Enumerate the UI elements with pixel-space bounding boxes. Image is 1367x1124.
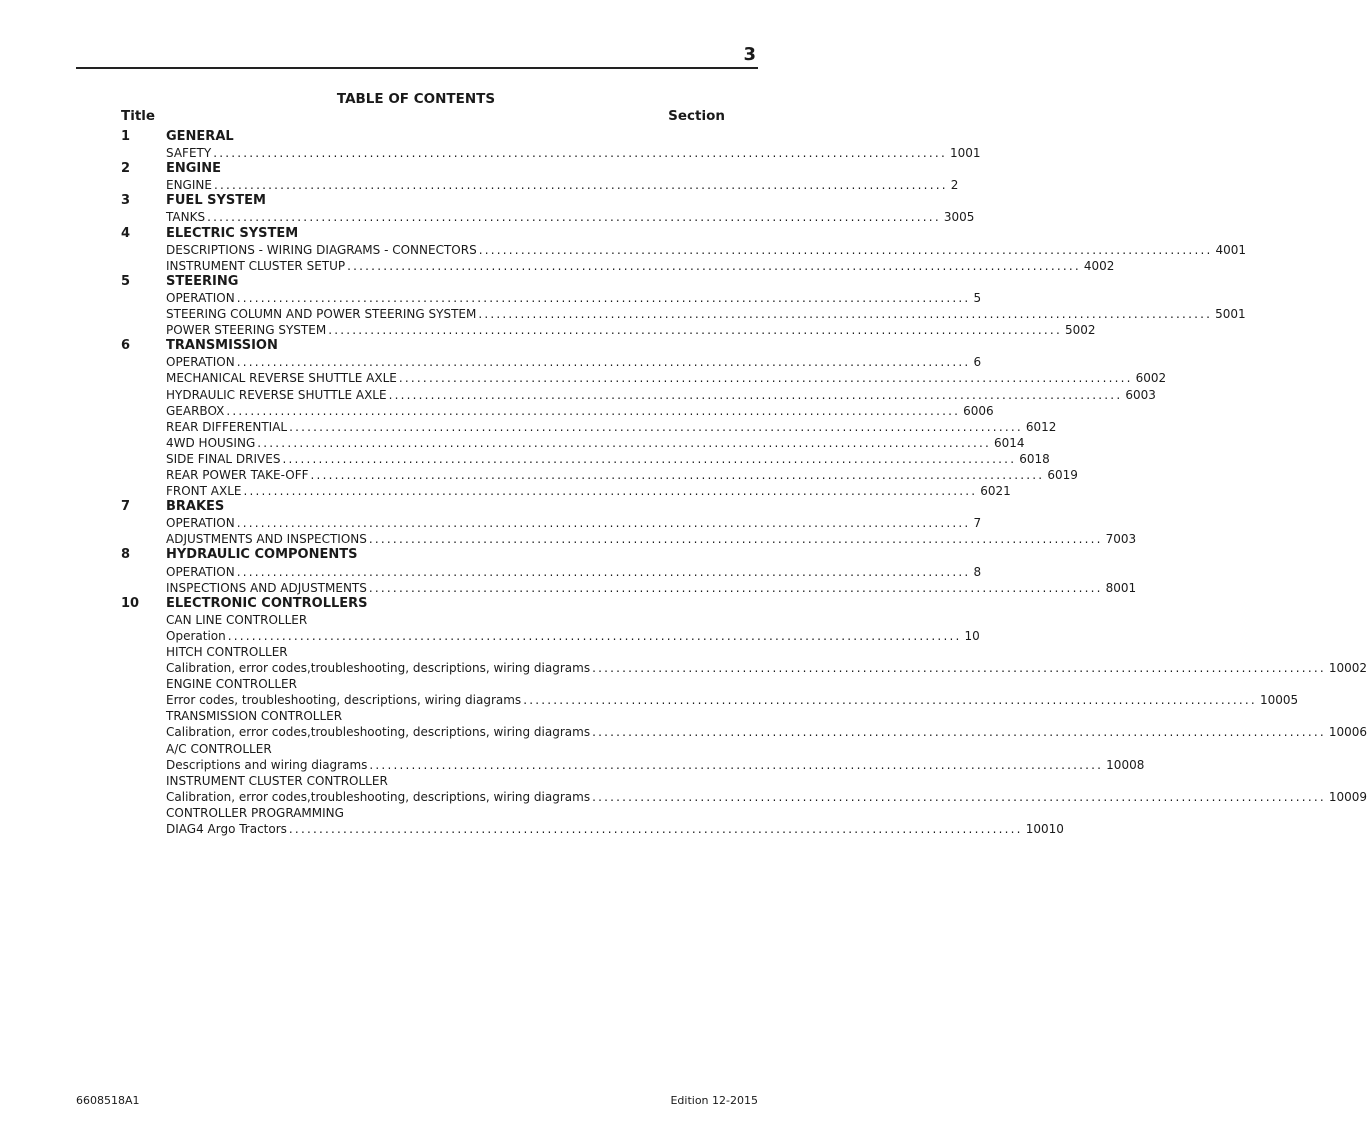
dot-leader: .......................................................................................................................... xyxy=(398,371,1133,386)
toc-chapter-row xyxy=(0,274,794,290)
toc-title: TABLE OF CONTENTS xyxy=(336,91,496,107)
entry-label: Calibration, error codes,troubleshooting, descriptions, wiring diagrams xyxy=(166,661,591,676)
entry-section-number: 10006 xyxy=(1328,725,1367,740)
toc-entry[interactable] xyxy=(166,660,1367,676)
entry-label: REAR POWER TAKE-OFF xyxy=(166,467,309,482)
toc-entry-row xyxy=(0,258,1115,274)
entry-section-number: 10002 xyxy=(1328,661,1367,676)
entry-label: Descriptions and wiring diagrams xyxy=(166,757,368,772)
entry-section-number: 6019 xyxy=(1047,467,1078,482)
dot-leader: .......................................................................................................................... xyxy=(282,451,1017,466)
dot-leader: .......................................................................................................................... xyxy=(243,484,978,499)
footer-doc-number: 6608518A1 xyxy=(76,1094,140,1107)
toc-entry[interactable] xyxy=(166,724,1367,740)
entry-section-number: 6002 xyxy=(1135,371,1167,386)
entry-section-number: 6012 xyxy=(1025,419,1057,434)
entry-section-number: 6003 xyxy=(1125,387,1156,402)
dot-leader: .......................................................................................................................... xyxy=(236,516,971,531)
toc-entry[interactable] xyxy=(166,177,959,193)
dot-leader: .......................................................................................................................... xyxy=(592,661,1326,676)
entry-section-number: 4002 xyxy=(1083,258,1115,273)
dot-leader: .......................................................................................................................... xyxy=(236,290,971,305)
entry-label: INSTRUMENT CLUSTER SETUP xyxy=(166,258,346,273)
toc-chapter-row xyxy=(0,499,794,515)
toc-chapter-row xyxy=(0,596,794,612)
entry-label: INSPECTIONS AND ADJUSTMENTS xyxy=(166,580,367,595)
chapter-title: BRAKES xyxy=(166,499,225,515)
chapter-title: ELECTRIC SYSTEM xyxy=(166,225,299,241)
entry-label: Calibration, error codes,troubleshooting, descriptions, wiring diagrams xyxy=(166,725,591,740)
toc-chapter-row xyxy=(0,193,794,209)
toc-entry[interactable] xyxy=(166,692,1299,708)
toc-entry[interactable] xyxy=(166,242,1247,258)
toc-subheading-row xyxy=(0,805,794,821)
toc-entry[interactable] xyxy=(166,290,982,306)
subheading-label: CAN LINE CONTROLLER xyxy=(166,612,308,627)
entry-section-number: 2 xyxy=(950,178,959,193)
chapter-title: FUEL SYSTEM xyxy=(166,193,266,209)
entry-label: HYDRAULIC REVERSE SHUTTLE AXLE xyxy=(166,387,387,402)
toc-entry[interactable] xyxy=(166,531,1137,547)
dot-leader: .......................................................................................................................... xyxy=(213,146,947,161)
dot-leader: .......................................................................................................................... xyxy=(288,822,1023,837)
entry-label: Error codes, troubleshooting, descriptions, wiring diagrams xyxy=(166,693,522,708)
toc-entry[interactable] xyxy=(166,451,1050,467)
toc-entry-row xyxy=(0,692,1299,708)
dot-leader: .......................................................................................................................... xyxy=(213,178,948,193)
toc-entry[interactable] xyxy=(166,403,994,419)
chapter-number: 2 xyxy=(121,161,131,177)
toc-entry-row xyxy=(0,580,1137,596)
entry-section-number: 10008 xyxy=(1106,757,1145,772)
toc-subheading-row xyxy=(0,676,794,692)
dot-leader: .......................................................................................................................... xyxy=(310,467,1045,482)
entry-section-number: 1001 xyxy=(949,146,981,161)
dot-leader: .......................................................................................................................... xyxy=(257,435,992,450)
footer-edition: Edition 12-2015 xyxy=(670,1094,758,1107)
dot-leader: .......................................................................................................................... xyxy=(369,757,1104,772)
subheading-label: INSTRUMENT CLUSTER CONTROLLER xyxy=(166,773,388,788)
dot-leader: .......................................................................................................................... xyxy=(207,210,941,225)
entry-label: MECHANICAL REVERSE SHUTTLE AXLE xyxy=(166,371,397,386)
toc-entry-row xyxy=(0,306,1246,322)
chapter-title: STEERING xyxy=(166,273,239,289)
entry-section-number: 7003 xyxy=(1105,532,1137,547)
toc-entry[interactable] xyxy=(166,580,1137,596)
chapter-number: 3 xyxy=(121,193,131,209)
subheading-label: CONTROLLER PROGRAMMING xyxy=(166,805,344,820)
chapter-title: ENGINE xyxy=(166,161,222,177)
toc-entry-row xyxy=(0,515,982,531)
dot-leader: .......................................................................................................................... xyxy=(236,564,971,579)
entry-label: ADJUSTMENTS AND INSPECTIONS xyxy=(166,532,367,547)
entry-label: STEERING COLUMN AND POWER STEERING SYSTEM xyxy=(166,307,477,322)
entry-section-number: 3005 xyxy=(943,210,975,225)
dot-leader: .......................................................................................................................... xyxy=(478,307,1213,322)
toc-entry[interactable] xyxy=(166,419,1057,435)
toc-entry[interactable] xyxy=(166,145,981,161)
toc-entry[interactable] xyxy=(166,435,1025,451)
toc-entry-row xyxy=(0,370,1167,386)
dot-leader: .......................................................................................................................... xyxy=(289,419,1023,434)
toc-subheading-row xyxy=(0,612,794,628)
toc-entry[interactable] xyxy=(166,467,1078,483)
entry-section-number: 5 xyxy=(973,290,982,305)
chapter-number: 1 xyxy=(121,129,131,144)
toc-entry-row xyxy=(0,724,1367,740)
toc-entry-row xyxy=(0,467,1078,483)
entry-label: OPERATION xyxy=(166,516,235,531)
subheading-label: HITCH CONTROLLER xyxy=(166,645,288,659)
entry-section-number: 10010 xyxy=(1025,822,1064,837)
entry-label: OPERATION xyxy=(166,290,235,305)
toc-entry-row xyxy=(0,451,1050,467)
page-number: 3 xyxy=(743,44,756,65)
column-header-title: Title xyxy=(121,108,156,124)
toc-entry-row xyxy=(0,757,1145,773)
toc-entry-row xyxy=(0,290,982,306)
chapter-title: GENERAL xyxy=(166,129,234,144)
entry-label: REAR DIFFERENTIAL xyxy=(166,419,288,434)
toc-subheading-row xyxy=(0,741,794,757)
entry-section-number: 7 xyxy=(973,516,982,531)
subheading-label: A/C CONTROLLER xyxy=(166,741,272,756)
toc-entry[interactable] xyxy=(166,628,980,644)
entry-section-number: 8 xyxy=(973,564,982,579)
toc-entry-row xyxy=(0,531,1137,547)
toc-entry-row xyxy=(0,628,980,644)
dot-leader: .......................................................................................................................... xyxy=(368,532,1103,547)
entry-section-number: 4001 xyxy=(1215,242,1247,257)
dot-leader: .......................................................................................................................... xyxy=(227,628,962,643)
chapter-number: 5 xyxy=(121,273,131,289)
dot-leader: .......................................................................................................................... xyxy=(478,242,1213,257)
entry-label: 4WD HOUSING xyxy=(166,435,256,450)
entry-section-number: 10005 xyxy=(1259,693,1299,708)
header-rule xyxy=(76,67,758,69)
entry-section-number: 6006 xyxy=(963,403,994,418)
toc-entry-row xyxy=(0,209,975,225)
toc-subheading-row xyxy=(0,708,794,724)
toc-entry-row xyxy=(0,177,959,193)
entry-label: POWER STEERING SYSTEM xyxy=(166,323,327,338)
toc-entry[interactable] xyxy=(166,564,982,580)
toc-chapter-row xyxy=(0,129,794,145)
toc-entry[interactable] xyxy=(166,789,1367,805)
toc-entry-row xyxy=(0,145,981,161)
entry-label: Operation xyxy=(166,628,226,643)
entry-section-number: 6014 xyxy=(994,435,1025,450)
toc-entry[interactable] xyxy=(166,258,1115,274)
entry-label: FRONT AXLE xyxy=(166,484,242,499)
entry-label: ENGINE xyxy=(166,178,212,193)
toc-entry[interactable] xyxy=(166,322,1096,338)
entry-label: SAFETY xyxy=(166,146,212,161)
toc-entry[interactable] xyxy=(166,515,982,531)
toc-entry[interactable] xyxy=(166,483,1011,499)
chapter-title: ELECTRONIC CONTROLLERS xyxy=(166,595,368,611)
entry-section-number: 6018 xyxy=(1019,451,1050,466)
toc-entry-row xyxy=(0,564,982,580)
toc-entry-row xyxy=(0,660,1367,676)
toc-entry-row xyxy=(0,403,994,419)
entry-section-number: 8001 xyxy=(1105,580,1137,595)
dot-leader: .......................................................................................................................... xyxy=(226,403,961,418)
chapter-number: 7 xyxy=(121,499,131,515)
toc-entry-row xyxy=(0,354,982,370)
chapter-title: HYDRAULIC COMPONENTS xyxy=(166,547,358,563)
dot-leader: .......................................................................................................................... xyxy=(368,580,1103,595)
chapter-title: TRANSMISSION xyxy=(166,338,278,354)
toc-entry-row xyxy=(0,242,1247,258)
toc-entry-row xyxy=(0,387,1156,403)
entry-label: OPERATION xyxy=(166,355,235,370)
toc-entry[interactable] xyxy=(166,354,982,370)
entry-section-number: 10009 xyxy=(1328,789,1367,804)
toc-chapter-row xyxy=(0,338,794,354)
entry-section-number: 6 xyxy=(973,355,982,370)
toc-list xyxy=(0,129,1367,837)
toc-entry-row xyxy=(0,789,1367,805)
toc-entry-row xyxy=(0,322,1096,338)
entry-label: SIDE FINAL DRIVES xyxy=(166,451,281,466)
toc-chapter-row xyxy=(0,547,794,563)
subheading-label: ENGINE CONTROLLER xyxy=(166,677,297,692)
entry-section-number: 5002 xyxy=(1064,323,1096,338)
toc-chapter-row xyxy=(0,161,794,177)
entry-label: Calibration, error codes,troubleshooting, descriptions, wiring diagrams xyxy=(166,789,591,804)
entry-section-number: 10 xyxy=(964,628,980,643)
chapter-number: 4 xyxy=(121,225,131,241)
dot-leader: .......................................................................................................................... xyxy=(523,693,1257,708)
entry-label: GEARBOX xyxy=(166,403,225,418)
toc-entry-row xyxy=(0,435,1025,451)
chapter-number: 10 xyxy=(121,595,140,611)
toc-subheading-row xyxy=(0,773,794,789)
chapter-number: 6 xyxy=(121,338,131,354)
chapter-number: 8 xyxy=(121,547,131,563)
toc-entry[interactable] xyxy=(166,821,1064,837)
dot-leader: .......................................................................................................................... xyxy=(328,323,1062,338)
subheading-label: TRANSMISSION CONTROLLER xyxy=(166,709,343,724)
dot-leader: .......................................................................................................................... xyxy=(347,258,1081,273)
entry-label: DIAG4 Argo Tractors xyxy=(166,822,287,837)
dot-leader: .......................................................................................................................... xyxy=(236,355,971,370)
entry-label: DESCRIPTIONS - WIRING DIAGRAMS - CONNECTORS xyxy=(166,242,477,257)
toc-entry-row xyxy=(0,419,1057,435)
toc-chapter-row xyxy=(0,226,794,242)
toc-entry[interactable] xyxy=(166,387,1156,403)
entry-label: TANKS xyxy=(166,210,206,225)
toc-subheading-row xyxy=(0,644,794,660)
toc-entry[interactable] xyxy=(166,209,975,225)
toc-entry[interactable] xyxy=(166,370,1167,386)
toc-entry[interactable] xyxy=(166,306,1246,322)
toc-entry-row xyxy=(0,483,1011,499)
entry-label: OPERATION xyxy=(166,564,235,579)
column-header-section: Section xyxy=(668,108,725,124)
dot-leader: .......................................................................................................................... xyxy=(388,387,1123,402)
entry-section-number: 5001 xyxy=(1215,307,1246,322)
dot-leader: .......................................................................................................................... xyxy=(592,725,1326,740)
toc-entry[interactable] xyxy=(166,757,1145,773)
entry-section-number: 6021 xyxy=(980,484,1011,499)
toc-entry-row xyxy=(0,821,1064,837)
dot-leader: .......................................................................................................................... xyxy=(592,789,1326,804)
